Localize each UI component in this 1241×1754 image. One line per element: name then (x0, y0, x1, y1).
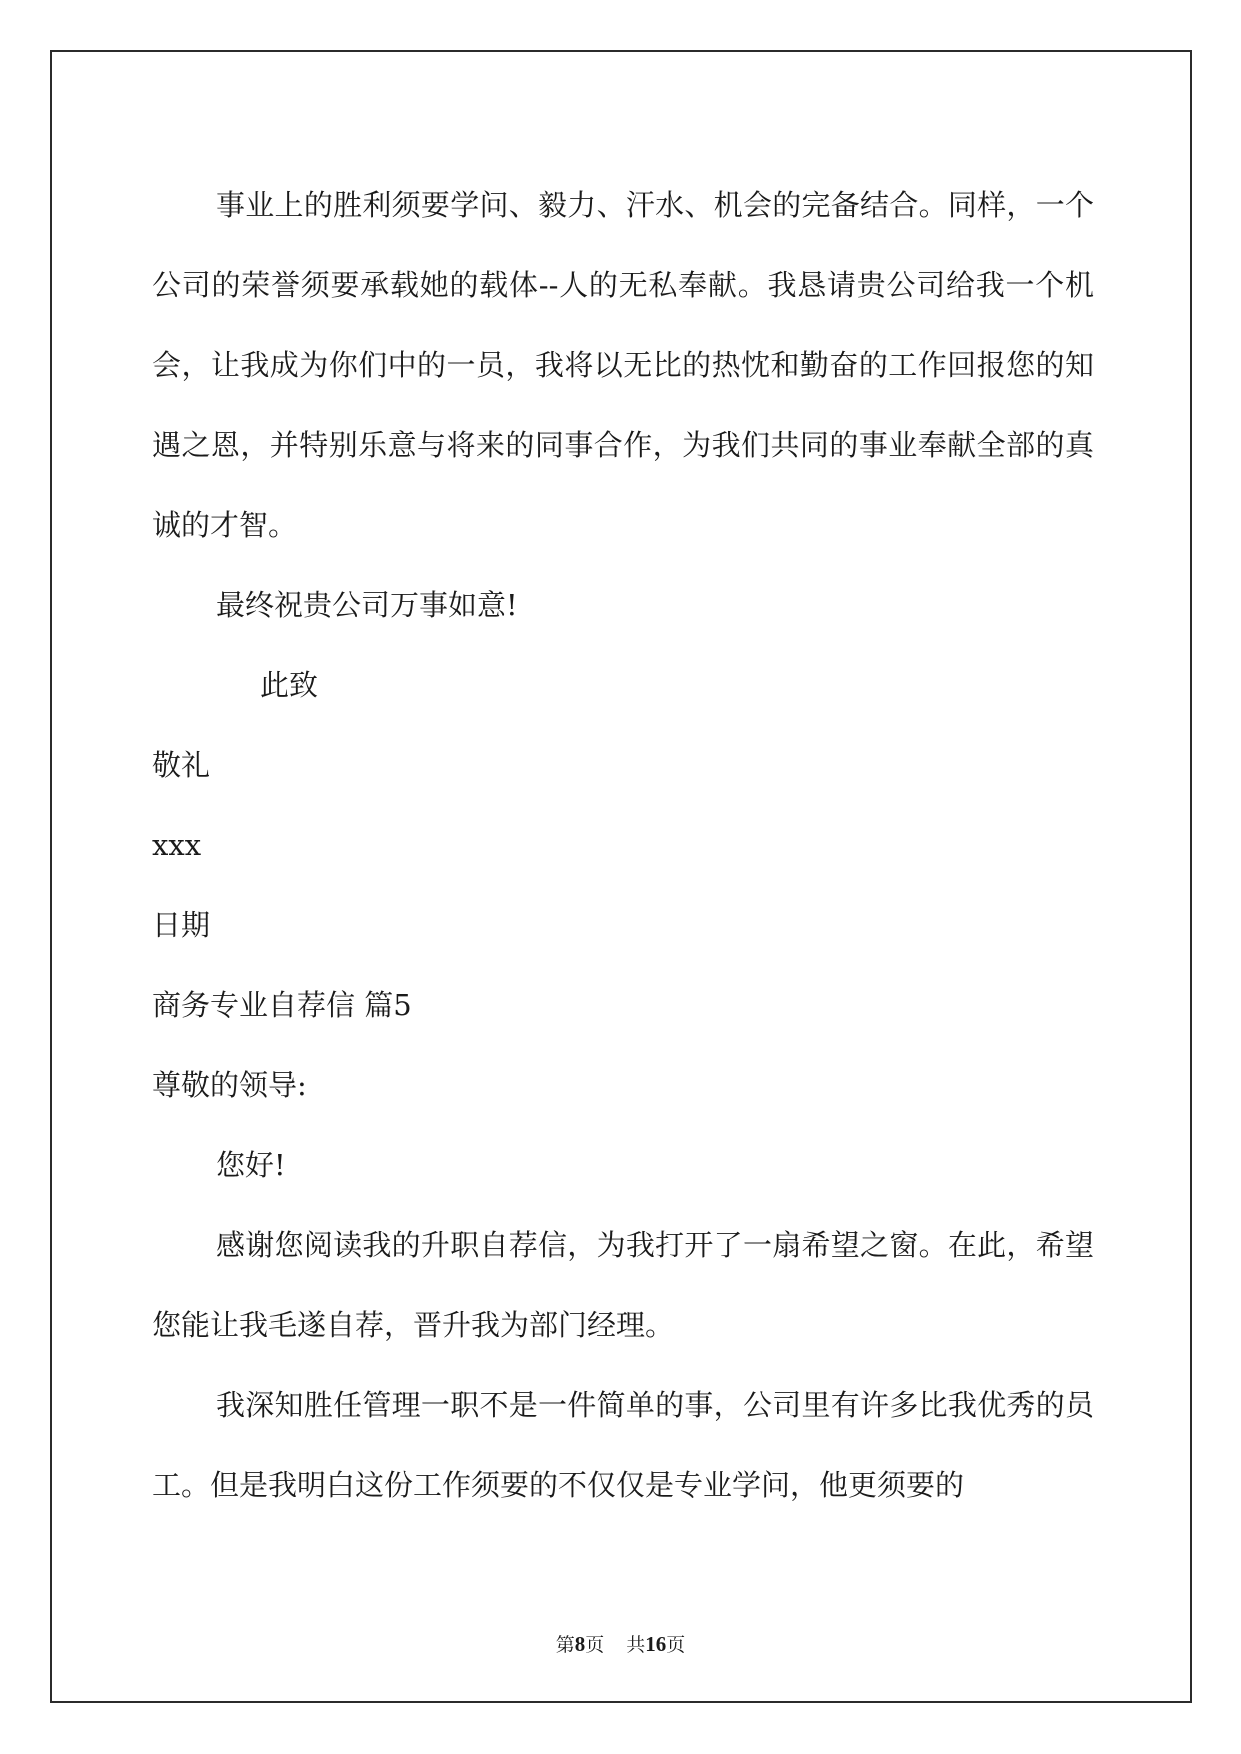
closing-ci-zhi: 此致 (260, 668, 319, 702)
date-line: 日期 (152, 908, 211, 942)
greeting: 您好! (216, 1148, 286, 1182)
footer-page-number: 8 (574, 1632, 586, 1656)
signature: xxx (152, 828, 202, 862)
section-title: 商务专业自荐信 篇5 (152, 988, 412, 1022)
letter-paragraph-1: 事业上的胜利须要学问、毅力、汗水、机会的完备结合。同样，一个公司的荣誉须要承载她的载体--人的无私奉献。我恳请贵公司给我一个机会，让我成为你们中的一员，我将以无比的热忱和勤奋的工作回报您的知遇之恩，并特别乐意与将来的同事合作，为我们共同的事业奉献全部的真诚的才智。 (152, 188, 1094, 542)
closing-jing-li: 敬礼 (152, 748, 211, 782)
footer-prefix: 第 (555, 1634, 575, 1656)
page-footer (0, 1630, 1241, 1657)
salutation: 尊敬的领导: (152, 1068, 307, 1102)
footer-total-prefix: 共 (626, 1634, 646, 1656)
section-paragraph-1: 感谢您阅读我的升职自荐信，为我打开了一扇希望之窗。在此，希望您能让我毛遂自荐，晋升我为部门经理。 (152, 1228, 1094, 1342)
footer-page-suffix: 页 (585, 1634, 605, 1656)
section-paragraph-2: 我深知胜任管理一职不是一件简单的事，公司里有许多比我优秀的员工。但是我明白这份工作须要的不仅仅是专业学问，他更须要的 (152, 1388, 1094, 1502)
footer-total-suffix: 页 (666, 1634, 686, 1656)
footer-total-pages: 16 (645, 1632, 667, 1656)
letter-paragraph-2: 最终祝贵公司万事如意! (216, 588, 518, 622)
document-body (152, 165, 1094, 1525)
